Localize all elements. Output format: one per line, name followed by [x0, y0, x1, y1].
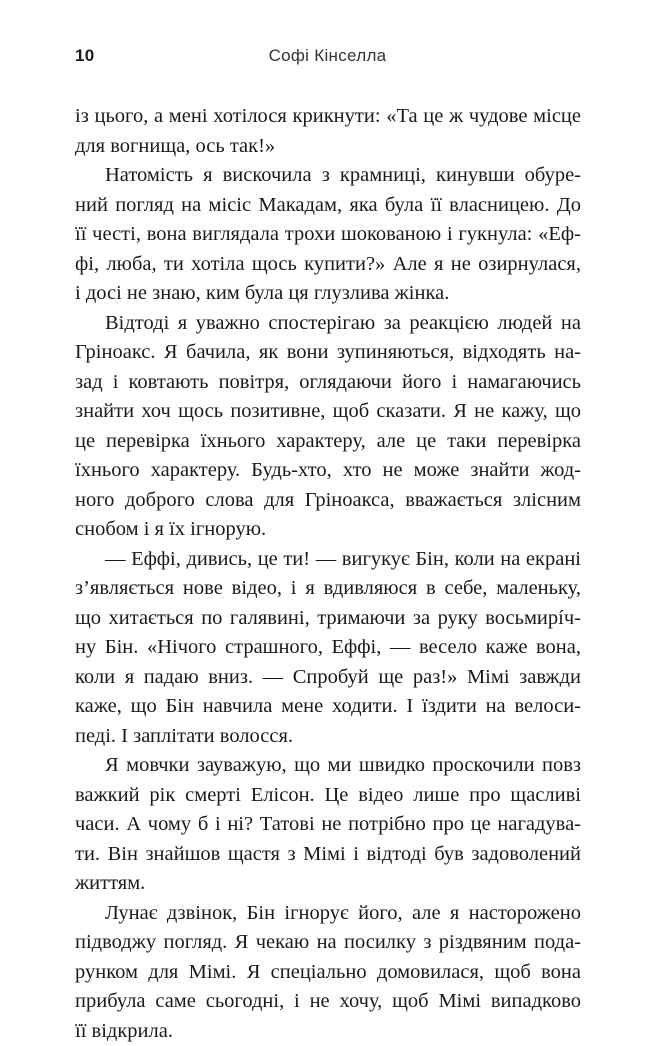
text-line: з’являється нове відео, і я вдивляюся в себе, маленьку,: [75, 574, 581, 604]
text-line: її відкрила.: [75, 1017, 581, 1046]
text-line: підводжу погляд. Я чекаю на посилку з різдвяним пода-: [75, 928, 581, 958]
text-line: фі, люба, ти хотіла щось купити?» Але я не озирнулася,: [75, 250, 581, 280]
page-number: 10: [75, 46, 95, 66]
text-line: життям.: [75, 869, 581, 899]
text-line: знайти хоч щось позитивне, щоб сказати. Я не кажу, що: [75, 397, 581, 427]
text-line: Гріноакс. Я бачила, як вони зупиняються, відходять на-: [75, 338, 581, 368]
text-line: і досі не знаю, ким була ця глузлива жінка.: [75, 279, 581, 309]
text-line: їхнього характеру. Будь-хто, хто не може знайти жод-: [75, 456, 581, 486]
text-line: часи. А чому б і ні? Татові не потрібно про це нагадува-: [75, 810, 581, 840]
text-line: Натомість я вискочила з крамниці, кинувши обуре-: [75, 161, 581, 191]
text-line: коли я падаю вниз. — Спробуй ще раз!» Мімі завжди: [75, 663, 581, 693]
text-line: ний погляд на місіс Макадам, яка була її власницею. До: [75, 191, 581, 221]
running-head-author: Софі Кінселла: [0, 46, 655, 66]
text-line: педі. І заплітати волосся.: [75, 722, 581, 752]
text-line: ну Бін. «Нічого страшного, Еффі, — весело каже вона,: [75, 633, 581, 663]
text-line: що хитається по галявині, тримаючи за руку восьмирíч-: [75, 604, 581, 634]
text-line: ного доброго слова для Гріноакса, вважається злісним: [75, 486, 581, 516]
text-line: для вогнища, ось так!»: [75, 132, 581, 162]
text-line: рунком для Мімі. Я спеціально домовилася, щоб вона: [75, 958, 581, 988]
text-line: її честі, вона виглядала трохи шокованою і гукнула: «Еф-: [75, 220, 581, 250]
text-line: каже, що Бін навчила мене ходити. І їздити на велоси-: [75, 692, 581, 722]
text-line: ти. Він знайшов щастя з Мімі і відтоді був задоволений: [75, 840, 581, 870]
text-line: зад і ковтають повітря, оглядаючи його і намагаючись: [75, 368, 581, 398]
text-line: — Еффі, дивись, це ти! — вигукує Бін, коли на екрані: [75, 545, 581, 575]
text-line: Лунає дзвінок, Бін ігнорує його, але я насторожено: [75, 899, 581, 929]
text-line: снобом і я їх ігнорую.: [75, 515, 581, 545]
text-line: із цього, а мені хотілося крикнути: «Та це ж чудове місце: [75, 102, 581, 132]
text-line: Я мовчки зауважую, що ми швидко проскочили повз: [75, 751, 581, 781]
text-line: Відтоді я уважно спостерігаю за реакцією людей на: [75, 309, 581, 339]
text-line: важкий рік смерті Елісон. Це відео лише про щасливі: [75, 781, 581, 811]
text-line: це перевірка їхнього характеру, але це таки перевірка: [75, 427, 581, 457]
body-text: [75, 102, 581, 1046]
text-line: прибула саме сьогодні, і не хочу, щоб Мімі випадково: [75, 987, 581, 1017]
